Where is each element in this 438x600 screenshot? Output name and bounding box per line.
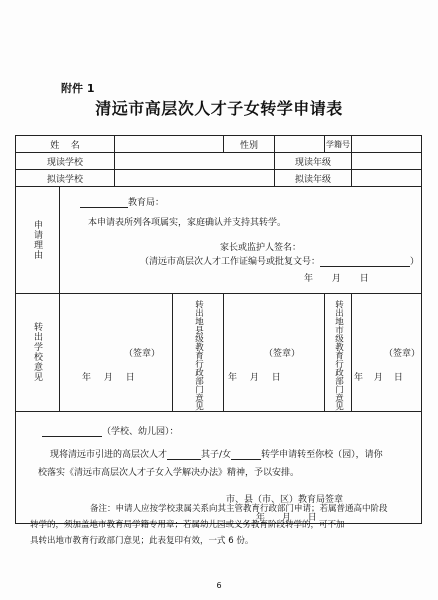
- accept-signer: 市、县（市、区）教育局签章: [226, 494, 344, 505]
- gender-label: 性别: [224, 136, 275, 153]
- footnote-line-2: 转学的，须加盖地市教育局学籍专用章；若属幼儿园或义务教育阶段转学的，可不加: [30, 520, 345, 530]
- footnote: [30, 501, 410, 549]
- transfer-school-opinion[interactable]: [60, 294, 173, 412]
- bureau-blank[interactable]: [80, 207, 128, 208]
- footnote-line-3: 具转出地市教育行政部门意见；此表复印有效，一式 6 份。: [30, 536, 254, 546]
- row-name: [16, 136, 422, 153]
- child-name-blank[interactable]: [231, 459, 261, 460]
- row-current: [16, 153, 422, 170]
- gender-field[interactable]: [275, 136, 325, 153]
- city-label: 转出地市级教育行政部门意见: [333, 300, 344, 411]
- current-grade-label: 现读年级: [275, 153, 352, 170]
- current-school-label: 现读学校: [16, 153, 115, 170]
- student-no-field[interactable]: [352, 136, 422, 153]
- transfer-label: 转出学校意见: [32, 322, 42, 383]
- current-grade-field[interactable]: [352, 153, 422, 170]
- target-school-field[interactable]: [115, 170, 275, 187]
- talent-name-blank[interactable]: [167, 459, 201, 460]
- bureau-suffix: 教育局：: [128, 198, 165, 208]
- apply-bureau-line: [80, 195, 164, 208]
- accept-line-1: 现将清远市引进的高层次人才 其子/女 转学申请转至你校（园），请你: [50, 449, 383, 460]
- transfer-date-1: 年 月 日: [82, 373, 135, 383]
- name-label: 姓 名: [16, 136, 115, 153]
- apply-statement: 本申请表所列各项属实，家庭确认并支持其转学。: [88, 218, 287, 228]
- form-title: 清远市高层次人才子女转学申请表: [95, 99, 343, 118]
- cert-blank[interactable]: [320, 266, 410, 267]
- apply-label: 申请理由: [32, 220, 42, 260]
- page-number: 6: [216, 581, 222, 590]
- county-label: 转出地县级教育行政部门意见: [193, 300, 204, 411]
- transfer-date-3: 年 月 日: [354, 373, 403, 383]
- current-school-field[interactable]: [115, 153, 275, 170]
- application-table: [15, 135, 422, 524]
- apply-label-cell: [16, 187, 60, 294]
- county-label-cell: [173, 294, 224, 412]
- city-opinion[interactable]: [352, 294, 422, 412]
- name-field[interactable]: [115, 136, 224, 153]
- row-target: [16, 170, 422, 187]
- annex-label: 附件 1: [61, 82, 95, 95]
- city-label-cell: [325, 294, 352, 412]
- apply-content: [60, 187, 422, 294]
- county-opinion[interactable]: [224, 294, 325, 412]
- target-school-label: 拟读学校: [16, 170, 115, 187]
- accept-date: 年 月 日: [256, 512, 317, 523]
- apply-cert: （清远市高层次人才工作证编号或批复文号： ）: [140, 257, 420, 267]
- row-transfer: [16, 294, 422, 412]
- transfer-seal-2: （签章）: [264, 349, 301, 359]
- row-apply: [16, 187, 422, 294]
- transfer-seal-3: （签章）: [384, 349, 421, 359]
- accept-line-2: 校落实《清远市高层次人才子女入学解决办法》精神，予以安排。: [38, 467, 300, 478]
- transfer-label-cell: [16, 294, 60, 412]
- target-grade-field[interactable]: [352, 170, 422, 187]
- apply-date: 年 月 日: [304, 274, 369, 284]
- transfer-seal-1: （签章）: [124, 349, 161, 359]
- accept-school-suffix: （学校、幼儿园）：: [102, 426, 179, 437]
- footnote-line-1: 备注：申请人应按学校隶属关系向其主管教育行政部门申请；若属普通高中阶段: [90, 504, 388, 514]
- target-grade-label: 拟读年级: [275, 170, 352, 187]
- transfer-date-2: 年 月 日: [228, 373, 281, 383]
- apply-signer: 家长或监护人签名：: [220, 243, 302, 253]
- student-no-label: 学籍号: [325, 136, 352, 153]
- accept-school-blank[interactable]: [42, 436, 102, 437]
- accept-school-line: [42, 424, 179, 437]
